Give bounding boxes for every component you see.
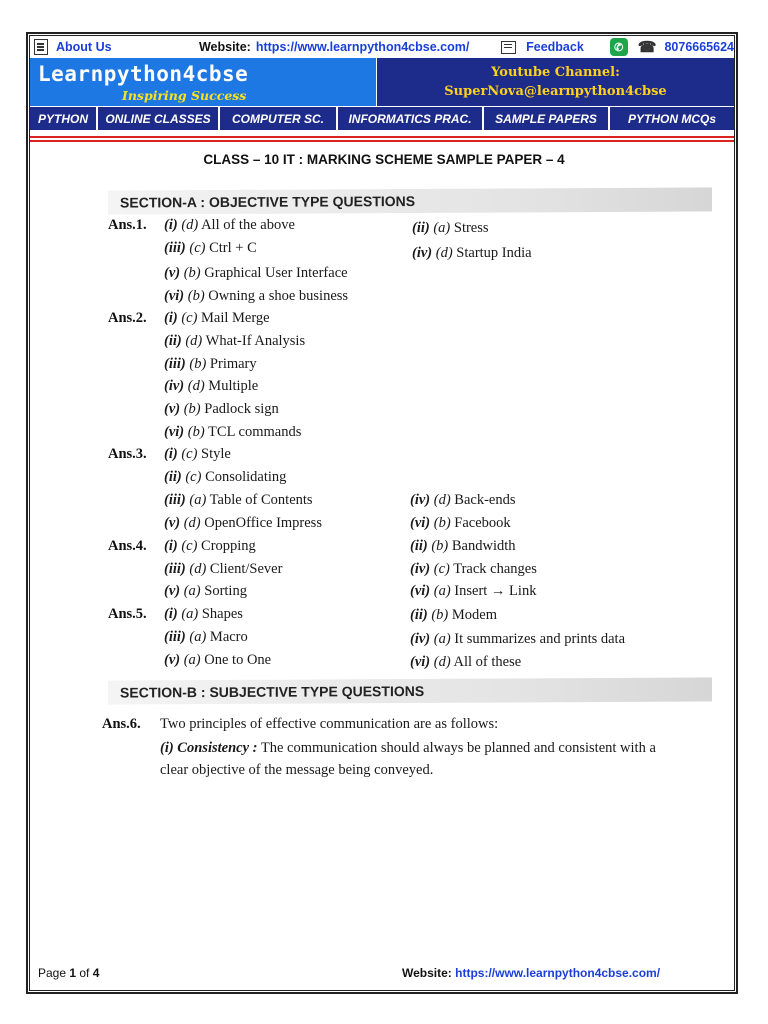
- section-a-heading: SECTION-A : OBJECTIVE TYPE QUESTIONS: [108, 187, 712, 214]
- page-title: CLASS – 10 IT : MARKING SCHEME SAMPLE PAPER – 4: [203, 152, 565, 167]
- youtube-banner[interactable]: [376, 58, 734, 106]
- divider-bottom: [30, 140, 734, 142]
- point-heading: (i) Consistency :: [160, 740, 258, 756]
- answer-2-label: Ans.2.: [108, 310, 147, 326]
- about-us-link[interactable]: About Us: [56, 40, 112, 54]
- point-text-line2: clear objective of the message being conveyed.: [160, 762, 434, 778]
- phone-icon: ☎: [637, 39, 657, 56]
- divider-top: [30, 136, 734, 138]
- answer-item: (ii) (d) What-If Analysis: [164, 333, 306, 349]
- document-icon: [34, 39, 48, 55]
- answer-item: (iv) (d) Startup India: [412, 245, 532, 261]
- answer-item: (iii) (b) Primary: [164, 356, 257, 372]
- nav-python-mcqs[interactable]: PYTHON MCQs: [627, 111, 716, 126]
- page-border: [26, 32, 738, 994]
- answer-item: (i) (a) Shapes: [164, 606, 243, 622]
- answer-item: (i) (c) Mail Merge: [164, 310, 270, 326]
- website-link[interactable]: https://www.learnpython4cbse.com/: [255, 40, 470, 54]
- answer-item: (iv) (c) Track changes: [410, 561, 537, 577]
- answer-5-label: Ans.5.: [108, 606, 147, 622]
- nav-computer-sc[interactable]: COMPUTER SC.: [220, 107, 338, 130]
- answer-item: (i) (c) Style: [164, 446, 231, 462]
- nav-online-classes[interactable]: ONLINE CLASSES: [98, 107, 220, 130]
- feedback-link[interactable]: Feedback: [526, 40, 584, 54]
- answer-item: (vi) (a) Insert → Link: [410, 583, 537, 599]
- answer-item: (iii) (a) Macro: [164, 629, 248, 645]
- answer-item: (iii) (a) Table of Contents: [164, 492, 313, 508]
- youtube-label: Youtube Channel:: [491, 65, 620, 80]
- answer-6-point: [160, 740, 720, 757]
- answer-6-intro: Two principles of effective communication are as follows:: [160, 716, 499, 732]
- footer-website-link[interactable]: https://www.learnpython4cbse.com/: [455, 966, 661, 980]
- answer-item: (i) (d) All of the above: [164, 217, 295, 233]
- answer-item: (iii) (d) Client/Sever: [164, 561, 283, 577]
- answer-3-label: Ans.3.: [108, 446, 147, 462]
- answer-item: (v) (d) OpenOffice Impress: [164, 515, 322, 531]
- answer-item: (v) (b) Graphical User Interface: [164, 265, 348, 281]
- answer-item: (iv) (a) It summarizes and prints data: [410, 631, 626, 647]
- answer-item: (iv) (d) Multiple: [164, 378, 259, 394]
- answer-item: (v) (a) Sorting: [164, 583, 247, 599]
- answer-item: (ii) (c) Consolidating: [164, 469, 287, 485]
- answer-item: (v) (a) One to One: [164, 652, 272, 668]
- answer-item: (vi) (d) All of these: [410, 654, 522, 670]
- whatsapp-icon[interactable]: ✆: [610, 38, 628, 56]
- answer-item: (iv) (d) Back-ends: [410, 492, 516, 508]
- website-label: Website:: [198, 40, 251, 54]
- answer-4-label: Ans.4.: [108, 538, 147, 554]
- youtube-channel: SuperNova@learnpython4cbse: [444, 84, 667, 99]
- answer-item: (vi) (b) Facebook: [410, 515, 511, 531]
- nav-sample-papers[interactable]: SAMPLE PAPERS: [484, 107, 610, 130]
- main-nav: [30, 107, 734, 130]
- answer-item: (iii) (c) Ctrl + C: [164, 240, 257, 256]
- feedback-icon: [501, 41, 516, 54]
- brand-name: Learnpython4cbse: [38, 62, 249, 86]
- answer-item: (vi) (b) Owning a shoe business: [164, 288, 349, 304]
- answer-1-label: Ans.1.: [108, 217, 147, 233]
- page-number: Page 1 of 4: [38, 966, 100, 980]
- answer-item: (vi) (b) TCL commands: [164, 424, 302, 440]
- section-b-heading: SECTION-B : SUBJECTIVE TYPE QUESTIONS: [108, 677, 712, 704]
- nav-informatics-prac[interactable]: INFORMATICS PRAC.: [338, 107, 484, 130]
- point-text-line1: The communication should always be planned and consistent with a: [260, 740, 656, 756]
- nav-python[interactable]: PYTHON: [30, 107, 98, 130]
- phone-number[interactable]: 8076665624: [664, 40, 734, 54]
- top-bar: [30, 36, 734, 58]
- answer-item: (ii) (b) Bandwidth: [410, 538, 516, 554]
- answer-item: (i) (c) Cropping: [164, 538, 256, 554]
- brand-banner[interactable]: [30, 58, 376, 106]
- answer-item: (v) (b) Padlock sign: [164, 401, 279, 417]
- footer-website: Website: https://www.learnpython4cbse.com/: [402, 966, 661, 980]
- answer-6-label: Ans.6.: [102, 716, 141, 732]
- answer-item: (ii) (a) Stress: [412, 220, 489, 236]
- brand-tagline: Inspiring Success: [122, 88, 247, 103]
- site-header: [30, 58, 734, 106]
- answer-item: (ii) (b) Modem: [410, 607, 497, 623]
